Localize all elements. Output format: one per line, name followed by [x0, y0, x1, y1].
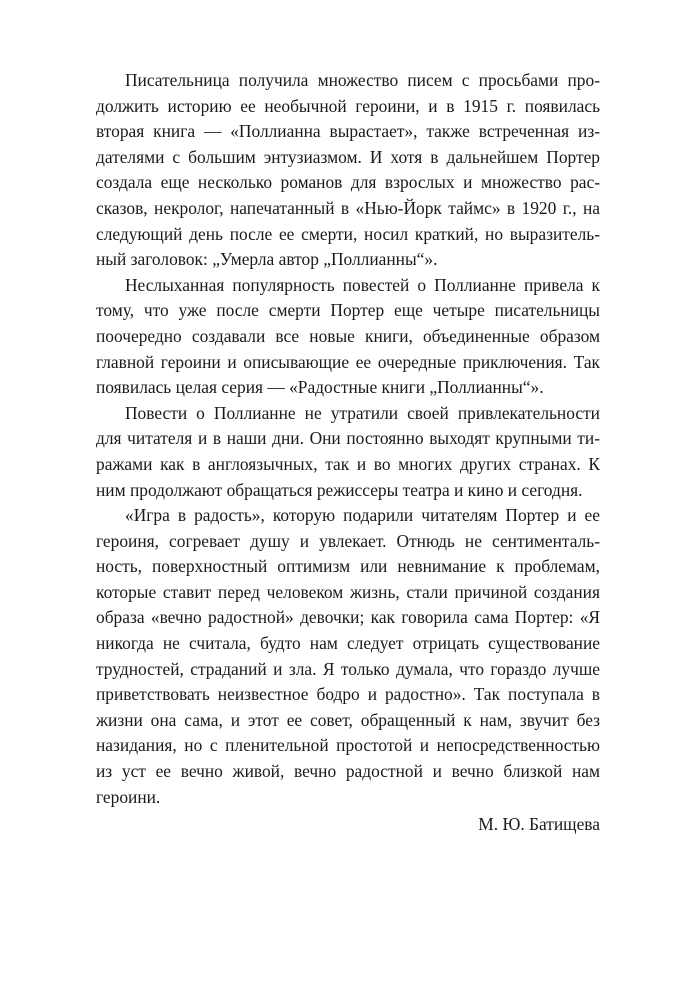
author-signature: М. Ю. Батищева — [478, 814, 600, 835]
paragraph: Повести о Поллианне не утратили своей привлекательности для читателя и в наши дни. Они постоянно выходят крупными тиражами как в англоязычных, так и во многих других странах. К ним продолжают обращаться режиссеры театра и кино и сегодня. — [96, 402, 600, 500]
body-text — [96, 68, 600, 838]
paragraph: Писательница получила множество писем с просьбами продолжить историю ее необычной героини, и в 1915 г. появилась вторая книга — «Поллианна вырастает», также встреченная издателями с большим энтузиазмом. И хотя в дальнейшем Портер создала еще несколько романов для взрослых и множество рассказов, некролог, напечатанный в «Нью-Йорк таймс» в 1920 г., на следующий день после ее смерти, носил краткий, но выразительный заголовок: „Умерла автор „Поллианны“». — [96, 70, 600, 270]
paragraph: «Игра в радость», которую подарили читателям Портер и ее героиня, согревает душу и увлекает. Отнюдь не сентиментальность, поверхностный оптимизм или невнимание к проблемам, которые ставит перед человеком жизнь, стали причиной создания образа «вечно радостной» девочки; как говорила сама Портер: «Я никогда не считала, будто нам следует отрицать существование трудностей, страданий и зла. Я только думала, что гораздо лучше приветствовать неизвестное бодро и радостно». Так поступала в жизни она сама, и этот ее совет, обращенный к нам, звучит без назидания, но с пленительной простотой и непосредственностью из уст ее вечно живой, вечно радостной и вечно близкой нам героини. — [96, 505, 600, 807]
paragraph: Неслыханная популярность повестей о Поллианне привела к тому, что уже после смерти Портер еще четыре писательницы поочередно создавали все новые книги, объединенные образом главной героини и описывающие ее очередные приключения. Так появилась целая серия — «Радостные книги „Поллианны“». — [96, 274, 600, 398]
